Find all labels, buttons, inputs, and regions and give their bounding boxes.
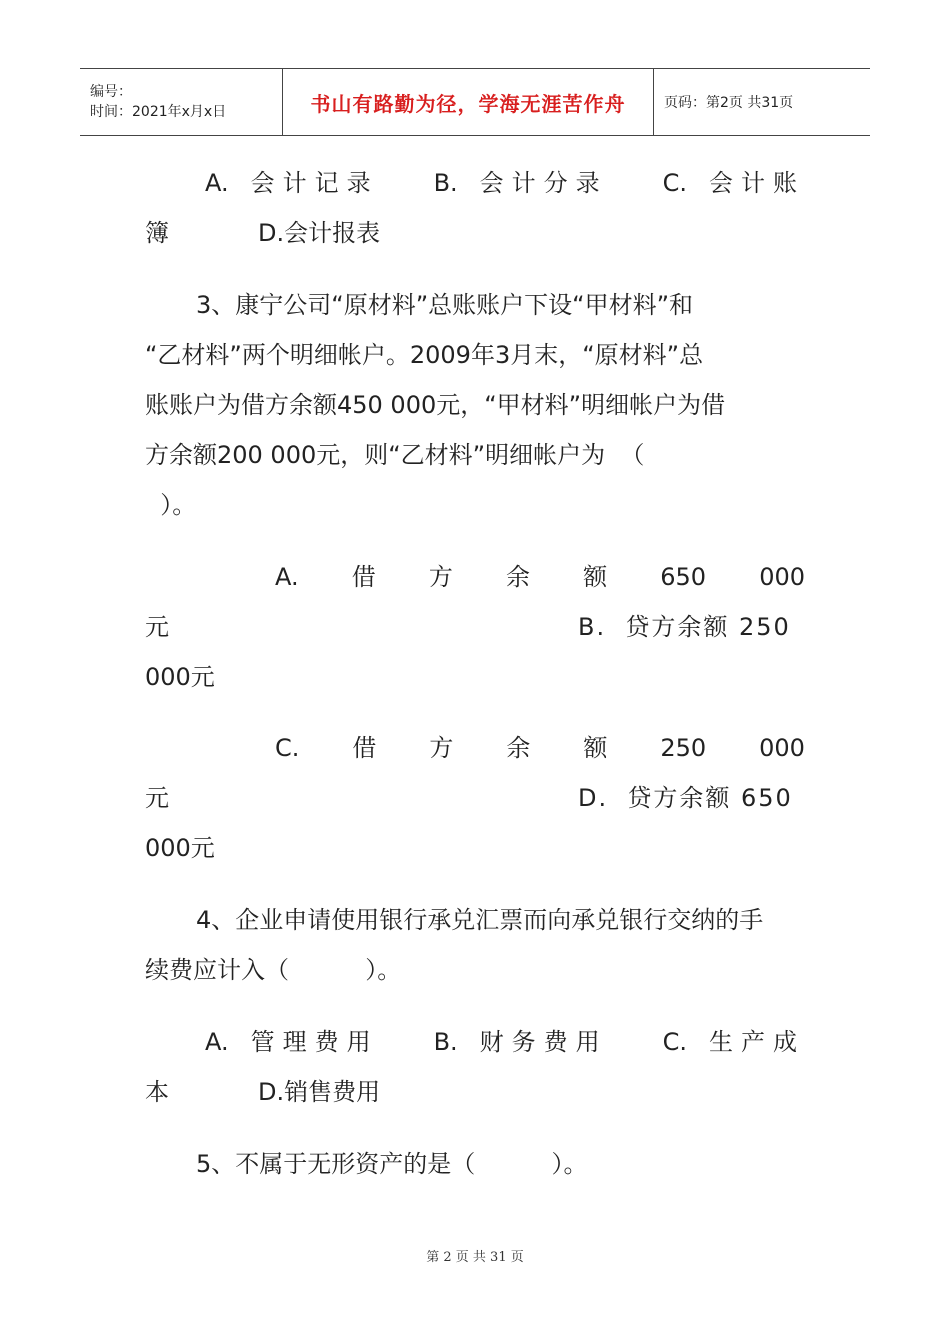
header-page-info — [654, 69, 870, 135]
q2-options-line1 — [205, 168, 805, 198]
q5-line1: 5、不属于无形资产的是（ ）。 — [196, 1150, 588, 1178]
q3-option-a-line — [275, 562, 805, 592]
q4-option-a-text: 管理费用 — [250, 1028, 379, 1056]
q3-option-a-cell: 000 — [759, 563, 805, 591]
page-header — [80, 68, 870, 136]
q4-line1: 4、企业申请使用银行承兑汇票而向承兑银行交纳的手 — [196, 906, 764, 934]
q3-option-c-line — [275, 733, 805, 763]
q3-option-a-cell: 余 — [506, 563, 530, 591]
q3-line2: “乙材料”两个明细帐户。2009年3月末，“原材料”总 — [145, 341, 704, 369]
q3-line4: 方余额200 000元，则“乙材料”明细帐户为 （ — [145, 441, 645, 469]
q4-option-d: D.销售费用 — [258, 1078, 381, 1106]
q3-option-c-yuan: 元 — [145, 784, 169, 812]
page-footer — [0, 1246, 950, 1265]
q3-option-c-cell: 000 — [759, 734, 805, 762]
q2-option-a-label: A. — [205, 169, 229, 197]
q4-option-b-text: 财务费用 — [479, 1028, 608, 1056]
q3-option-c-cell: C. — [275, 734, 300, 762]
q3-option-c-cell: 额 — [583, 734, 608, 762]
header-motto — [282, 69, 654, 135]
q3-option-a-cell: 借 — [351, 563, 376, 591]
q4-option-b-label: B. — [433, 1028, 458, 1056]
page-info-text: 页码：第2页 共31页 — [664, 95, 794, 111]
q2-option-b-text: 会计分录 — [479, 169, 608, 197]
q2-option-c-text: 会计账 — [708, 169, 805, 197]
q2-option-b-label: B. — [433, 169, 458, 197]
q3-option-a-yuan: 元 — [145, 613, 169, 641]
footer-page-number: 第 2 页 共 31 页 — [426, 1250, 524, 1265]
q3-line1: 3、康宁公司“原材料”总账账户下设“甲材料”和 — [196, 291, 694, 319]
q2-option-d: D.会计报表 — [258, 219, 381, 247]
q3-option-a-cell: 650 — [660, 563, 707, 591]
number-label: 编号： — [90, 84, 132, 100]
q4-line2: 续费应计入（ ）。 — [145, 956, 402, 984]
q3-option-b: B. 贷方余额 250 — [578, 613, 791, 641]
q3-option-b-cont: 000元 — [145, 663, 215, 691]
q3-option-c-cell: 方 — [429, 734, 454, 762]
motto-text: 书山有路勤为径，学海无涯苦作舟 — [310, 91, 626, 116]
q4-option-c-label: C. — [662, 1028, 687, 1056]
q2-option-a-text: 会计记录 — [250, 169, 379, 197]
q3-option-c-cell: 借 — [352, 734, 377, 762]
q4-options-line1 — [205, 1027, 805, 1057]
q3-option-c-cell: 250 — [660, 734, 707, 762]
q3-option-c-cell: 余 — [506, 734, 531, 762]
q3-option-a-cell: 方 — [428, 563, 453, 591]
q3-line5: ）。 — [145, 491, 197, 519]
q3-option-d: D. 贷方余额 650 — [578, 784, 793, 812]
q4-option-a-label: A. — [205, 1028, 229, 1056]
q2-option-c-label: C. — [662, 169, 687, 197]
q3-option-d-cont: 000元 — [145, 834, 215, 862]
q2-options-line2-a: 簿 — [145, 219, 169, 247]
q4-option-c-text: 生产成 — [708, 1028, 805, 1056]
q4-options-line2-a: 本 — [145, 1078, 169, 1106]
q3-option-a-cell: A. — [275, 563, 299, 591]
q3-option-a-cell: 额 — [583, 563, 608, 591]
time-label: 时间：2021年x月x日 — [90, 104, 227, 120]
header-meta — [80, 69, 282, 135]
q3-line3: 账账户为借方余额450 000元，“甲材料”明细帐户为借 — [145, 391, 726, 419]
